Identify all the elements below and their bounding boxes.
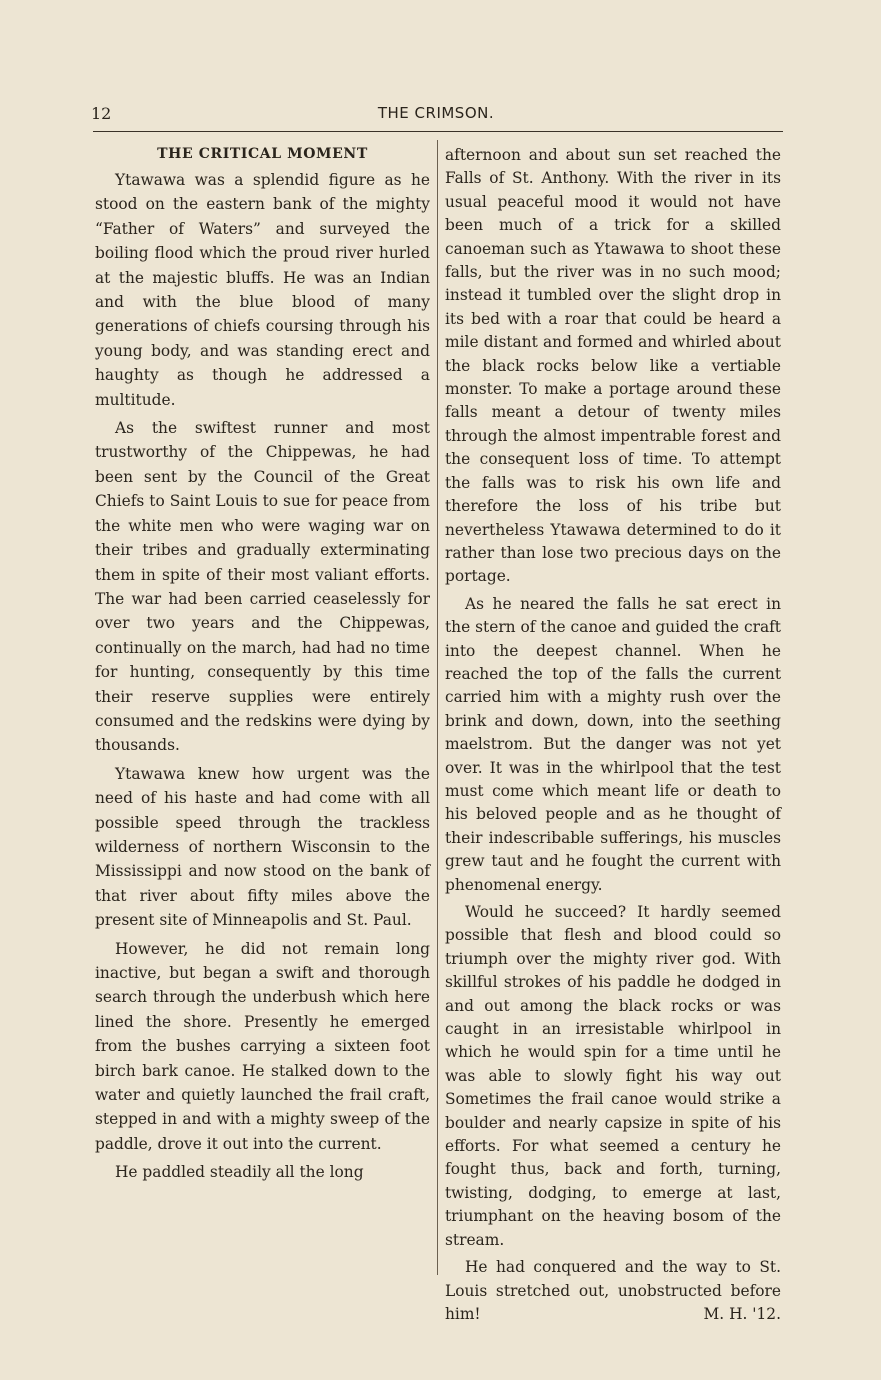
- paragraph: As the swiftest runner and most trustworthy of the Chippewas, he had been sent by the Council of the Great Chiefs to Saint Louis to sue for peace from the white men who were waging war on their tribes and gradually exterminating them in spite of their most valiant efforts. The war had been carried ceaselessly for over two years and the Chippewas, continually on the march, had had no time for hunting, consequently by this time their reserve supplies were entirely consumed and the redskins were dying by thousands.: [95, 419, 430, 755]
- paragraph-continuation: afternoon and about sun set reached the Falls of St. Anthony. With the river in its usual peaceful mood it would not have been much of a trick for a skilled canoeman such as Ytawawa to shoot these falls, but the river was in no such mood; instead it tumbled over the slight drop in its bed with a roar that could be heard a mile distant and formed and whirled about the black rocks below like a vertiable monster. To make a portage around these falls meant a detour of twenty miles through the almost impentrable forest and the consequent loss of time. To attempt the falls was to risk his own life and therefore the loss of his tribe but nevertheless Ytawawa determined to do it rather than lose two precious days on the portage.: [445, 146, 781, 586]
- paragraph: Ytawawa knew how urgent was the need of his haste and had come with all possible speed through the trackless wilderness of northern Wisconsin to the Mississippi and now stood on the bank of that river about fifty miles above the present site of Minneapolis and St. Paul.: [95, 764, 430, 930]
- paragraph: Ytawawa was a splendid figure as he stood on the eastern bank of the mighty “Father of Waters” and surveyed the boiling flood which the proud river hurled at the majestic bluffs. He was an Indian and with the blue blood of many generations of chiefs coursing through his young body, and was standing erect and haughty as though he addressed a multitude.: [95, 171, 430, 409]
- paragraph: However, he did not remain long inactive, but began a swift and thorough search through the underbush which here lined the shore. Presently he emerged from the bushes carrying a sixteen foot birch bark canoe. He stalked down to the water and quietly launched the frail craft, stepped in and with a mighty sweep of the paddle, drove it out into the current.: [95, 939, 430, 1153]
- article-title: THE CRITICAL MOMENT: [157, 146, 368, 162]
- column-divider: [437, 140, 438, 1275]
- left-column: [95, 144, 430, 1189]
- signature: M. H. '12.: [703, 1304, 781, 1323]
- right-column: [445, 144, 781, 1326]
- paragraph: He paddled steadily all the long: [115, 1163, 364, 1182]
- header-rule: [93, 131, 783, 132]
- running-title: THE CRIMSON.: [377, 104, 495, 122]
- page-number: 12: [91, 104, 112, 123]
- closing-text: He had conquered and the way to St. Louis stretched out, unobstructed before him!: [445, 1258, 781, 1323]
- page-header: [91, 104, 781, 128]
- closing-paragraph: [445, 1256, 781, 1326]
- paragraph: As he neared the falls he sat erect in the stern of the canoe and guided the craft into the deepest channel. When he reached the top of the falls the current carried him with a mighty rush over the brink and down, down, into the seething maelstrom. But the danger was not yet over. It was in the whirlpool that the test must come which meant life or death to his beloved people and as he thought of their indescribable sufferings, his muscles grew taut and he fought the current with phenomenal energy.: [445, 594, 781, 894]
- paragraph: Would he succeed? It hardly seemed possible that flesh and blood could so triumph over the mighty river god. With skillful strokes of his paddle he dodged in and out among the black rocks or was caught in an irresistable whirlpool in which he would spin for a time until he was able to slowly fight his way out Sometimes the frail canoe would strike a boulder and nearly capsize in spite of his efforts. For what seemed a century he fought thus, back and forth, turning, twisting, dodging, to emerge at last, triumphant on the heaving bosom of the stream.: [445, 903, 781, 1249]
